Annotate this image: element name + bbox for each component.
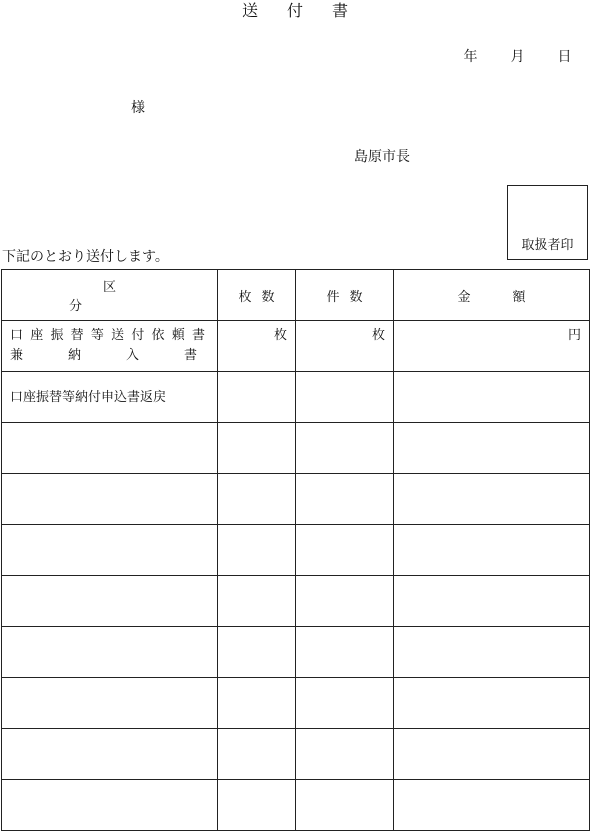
addressee-suffix: 様 — [131, 100, 145, 116]
category-cell — [2, 780, 218, 831]
items-cell — [296, 678, 394, 729]
items-cell — [296, 780, 394, 831]
amount-cell — [394, 780, 590, 831]
category-cell — [2, 372, 218, 423]
amount-cell — [394, 627, 590, 678]
items-cell — [296, 372, 394, 423]
amount-cell — [394, 321, 590, 372]
items-cell — [296, 423, 394, 474]
amount-cell — [394, 729, 590, 780]
header-category: 区分 — [2, 270, 218, 321]
document-title: 送付書 — [241, 1, 377, 20]
sheets-cell — [218, 729, 296, 780]
table-row — [2, 627, 590, 678]
sheets-cell — [218, 576, 296, 627]
category-cell — [2, 321, 218, 372]
sheets-unit: 枚 — [273, 328, 287, 343]
date-day-label: 日 — [557, 49, 572, 65]
amount-cell — [394, 474, 590, 525]
category-line1: 口 座 振 替 等 送 付 依 頼 書 — [10, 328, 205, 343]
category-text: 口座振替等納付申込書返戻 — [10, 390, 167, 405]
amount-cell — [394, 372, 590, 423]
category-cell — [2, 729, 218, 780]
date-year-label: 年 — [463, 49, 478, 65]
table-row — [2, 321, 590, 372]
amount-cell — [394, 525, 590, 576]
table-row — [2, 729, 590, 780]
table-header-row — [2, 270, 590, 321]
items-unit: 枚 — [371, 328, 385, 343]
table-row — [2, 372, 590, 423]
amount-cell — [394, 576, 590, 627]
remittance-table — [1, 269, 590, 831]
table-row — [2, 423, 590, 474]
sheets-cell — [218, 474, 296, 525]
sheets-cell — [218, 423, 296, 474]
intro-text: 下記のとおり送付します。 — [2, 249, 169, 265]
table-row — [2, 474, 590, 525]
table-row — [2, 576, 590, 627]
category-cell — [2, 423, 218, 474]
sheets-cell — [218, 525, 296, 576]
sheets-cell — [218, 780, 296, 831]
date-field — [447, 46, 588, 68]
sender-name: 島原市長 — [354, 149, 410, 165]
amount-cell — [394, 678, 590, 729]
category-line2: 兼 納 入 書 — [10, 348, 197, 363]
handler-stamp-label: 取扱者印 — [521, 238, 574, 253]
items-cell — [296, 525, 394, 576]
category-cell — [2, 576, 218, 627]
amount-cell — [394, 423, 590, 474]
items-cell — [296, 321, 394, 372]
table-row — [2, 525, 590, 576]
sheets-cell — [218, 372, 296, 423]
header-sheets: 枚数 — [218, 270, 296, 321]
category-cell — [2, 678, 218, 729]
sheets-cell — [218, 627, 296, 678]
amount-unit: 円 — [567, 328, 581, 343]
category-cell — [2, 627, 218, 678]
items-cell — [296, 729, 394, 780]
table-row — [2, 678, 590, 729]
date-month-label: 月 — [510, 49, 525, 65]
sheets-cell — [218, 321, 296, 372]
items-cell — [296, 576, 394, 627]
category-cell — [2, 525, 218, 576]
items-cell — [296, 627, 394, 678]
items-cell — [296, 474, 394, 525]
handler-stamp-box — [507, 185, 588, 260]
category-cell — [2, 474, 218, 525]
header-amount: 金額 — [394, 270, 590, 321]
table-row — [2, 780, 590, 831]
header-items: 件数 — [296, 270, 394, 321]
sheets-cell — [218, 678, 296, 729]
